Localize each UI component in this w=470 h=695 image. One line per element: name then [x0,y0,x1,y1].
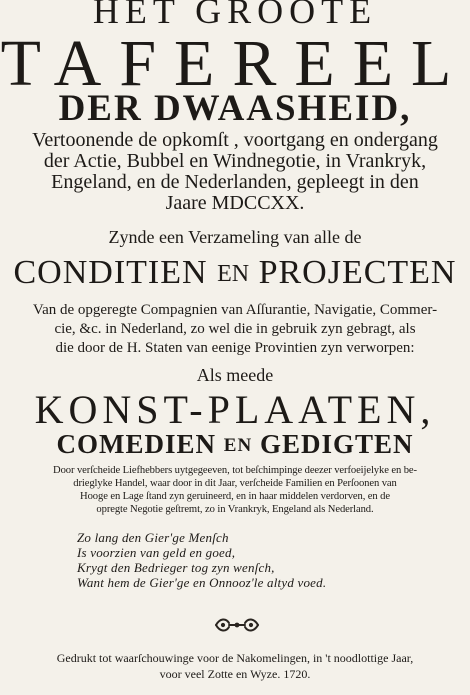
comedien-heading [0,431,470,458]
title-line-tafereel: TAFEREEL [0,27,470,100]
van-line: Van de opgeregte Compagnien van Aſſurantie, Navigatie, Commer- [32,302,438,318]
poem-line: Is voorzien van geld en goed, [77,545,236,560]
conditien-heading [0,256,470,290]
subtitle-line: Jaare MDCCXX. [165,192,305,214]
subtitle-line: der Actie, Bubbel en Windnegotie, in Vrankryk, [43,150,427,172]
printers-flower-ornament-icon [213,615,261,635]
projecten-word: PROJECTEN [258,254,457,291]
imprint-line: Gedrukt tot waarſchouwinge voor de Nakomelingen, in 't noodlottige Jaar, [56,651,414,665]
door-line: opregte Negotie geſtremt, zo in Vrankryk, Engeland als Nederland. [96,504,374,515]
als-meede-line: Als meede [196,365,274,385]
title-line-het-groote: HET GROOTE [92,0,378,31]
title-line-der-dwaasheid: DER DWAASHEID, [58,88,412,129]
poem-line: Krygt den Bedrieger tog zyn wenſch, [77,560,275,575]
van-line: die door de H. Staten van eenige Provintien zyn verworpen: [55,340,415,356]
poem-line: Zo lang den Gier'ge Menſch [77,530,229,545]
conditien-en-word: EN [217,261,250,287]
conditien-word: CONDITIEN [13,254,208,291]
poem-line: Want hem de Gier'ge en Onnooz'le altyd voed. [77,575,327,590]
zynde-line: Zynde een Verzameling van alle de [108,227,362,247]
door-line: Hooge en Lage ſtand zyn geruineerd, en in haar middelen verdorven, en de [80,491,390,502]
van-line: cie, &c. in Nederland, zo wel die in gebruik zyn gebragt, als [54,321,416,337]
door-line: drieglyke Handel, waar door in dit Jaar, verſcheide Familien en Perſoonen van [73,478,397,489]
subtitle-line: Vertoonende de opkomſt , voortgang en ondergang [32,129,438,151]
gedigten-word: GEDIGTEN [259,429,414,459]
comedien-en-word: EN [223,435,253,456]
door-line: Door verſcheide Liefhebbers uytgegeeven, tot beſchimpinge deezer verfoeijelyke en be- [53,465,417,476]
subtitle-line: Engeland, en de Nederlanden, gepleegt in den [51,171,419,193]
konst-plaaten-heading: KONST-PLAATEN, [34,387,436,432]
comedien-word: COMEDIEN [56,429,217,459]
imprint-line: voor veel Zotte en Wyze. 1720. [159,667,311,681]
